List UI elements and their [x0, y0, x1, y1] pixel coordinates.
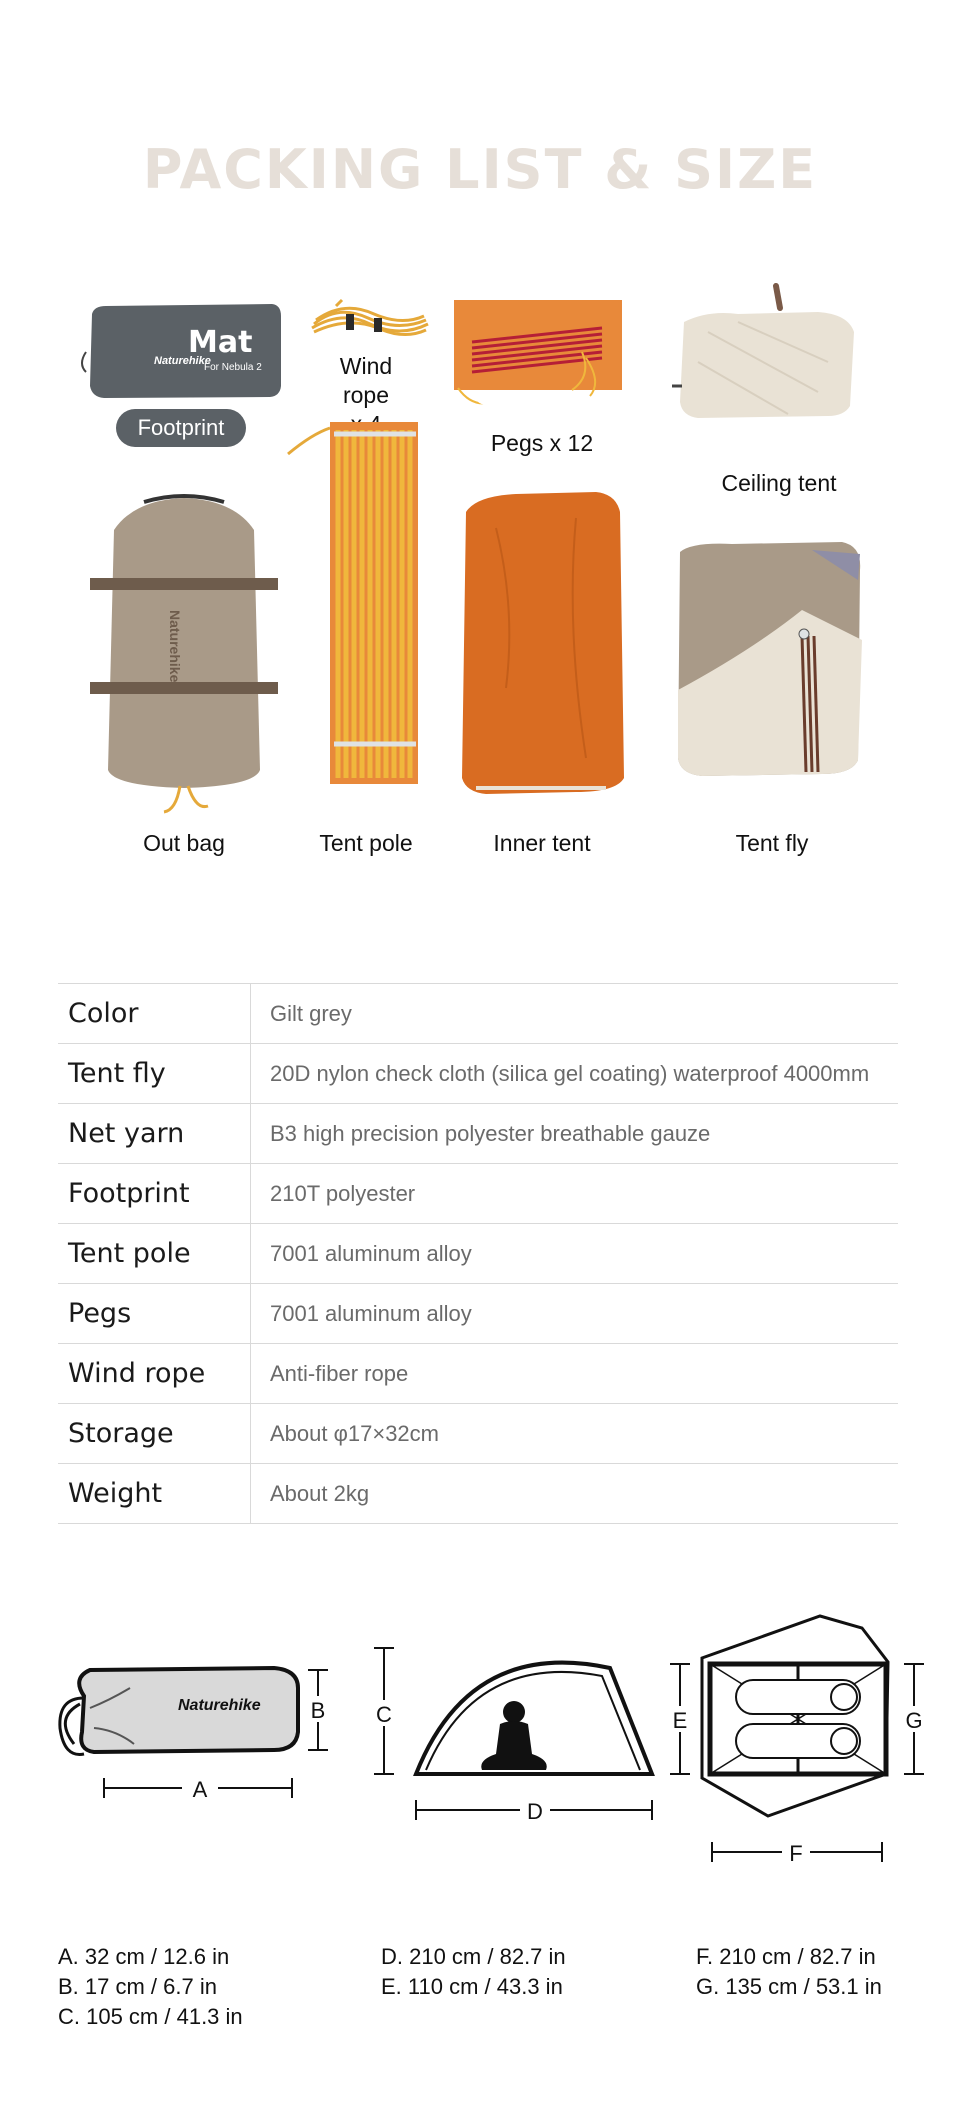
tent-side-diagram	[372, 1648, 652, 1824]
spec-key: Tent pole	[58, 1224, 251, 1284]
dimension-f: F. 210 cm / 82.7 in	[696, 1944, 876, 1969]
dimension-c: C. 105 cm / 41.3 in	[58, 2004, 243, 2029]
size-diagram	[50, 1608, 923, 1888]
footprint-brand-logo: Naturehike	[154, 355, 211, 367]
inner-tent-image	[456, 488, 628, 798]
dimensions-col-1	[58, 1942, 243, 2032]
tent-pole-image	[282, 414, 422, 794]
spec-row	[58, 1344, 898, 1404]
page-title: PACKING LIST & SIZE	[142, 138, 818, 201]
spec-value: About φ17×32cm	[251, 1404, 899, 1464]
spec-key: Net yarn	[58, 1104, 251, 1164]
spec-row	[58, 1044, 898, 1104]
storage-bag-brand-logo: Naturehike	[178, 1697, 261, 1714]
spec-row	[58, 1464, 898, 1524]
out-bag-image	[84, 490, 284, 820]
spec-row	[58, 1224, 898, 1284]
dim-letter-b: B	[310, 1698, 326, 1723]
spec-key: Weight	[58, 1464, 251, 1524]
inner-tent-label: Inner tent	[493, 830, 591, 856]
dim-letter-g: G	[905, 1708, 923, 1733]
dimension-e: E. 110 cm / 43.3 in	[381, 1974, 563, 1999]
dimension-d: D. 210 cm / 82.7 in	[381, 1944, 566, 1969]
spec-value: 7001 aluminum alloy	[251, 1224, 899, 1284]
footprint-bag-title: Mat	[188, 325, 253, 360]
spec-value: Anti-fiber rope	[251, 1344, 899, 1404]
dimension-g: G. 135 cm / 53.1 in	[696, 1974, 882, 1999]
spec-key: Storage	[58, 1404, 251, 1464]
spec-row	[58, 1284, 898, 1344]
spec-key: Footprint	[58, 1164, 251, 1224]
out-bag-label: Out bag	[143, 830, 225, 856]
dim-letter-d: D	[527, 1799, 543, 1824]
dim-letter-c: C	[376, 1702, 392, 1727]
dim-letter-f: F	[789, 1841, 803, 1866]
footprint-bag-image	[84, 302, 284, 402]
pegs-label: Pegs x 12	[490, 430, 594, 456]
spec-key: Tent fly	[58, 1044, 251, 1104]
spec-value: Gilt grey	[251, 984, 899, 1044]
spec-value: 210T polyester	[251, 1164, 899, 1224]
spec-key: Color	[58, 984, 251, 1044]
spec-row	[58, 1404, 898, 1464]
spec-key: Wind rope	[58, 1344, 251, 1404]
spec-value: 7001 aluminum alloy	[251, 1284, 899, 1344]
tent-fly-label: Tent fly	[735, 830, 809, 856]
dimensions-col-2	[381, 1942, 566, 2002]
storage-bag-diagram	[60, 1668, 330, 1802]
ceiling-tent-label: Ceiling tent	[721, 470, 837, 496]
dimension-a: A. 32 cm / 12.6 in	[58, 1944, 230, 1969]
spec-row	[58, 1104, 898, 1164]
footprint-label: Footprint	[116, 409, 246, 447]
out-bag-brand-logo: Naturehike	[167, 610, 183, 683]
spec-value: B3 high precision polyester breathable gauze	[251, 1104, 899, 1164]
ceiling-tent-image	[668, 282, 864, 422]
tent-top-diagram	[668, 1616, 926, 1866]
footprint-bag-subtitle: For Nebula 2	[204, 362, 262, 373]
dim-letter-e: E	[672, 1708, 688, 1733]
spec-row	[58, 984, 898, 1044]
pegs-image	[452, 298, 624, 410]
tent-pole-label: Tent pole	[319, 830, 413, 856]
tent-fly-image	[672, 540, 868, 780]
spec-value: About 2kg	[251, 1464, 899, 1524]
dimension-b: B. 17 cm / 6.7 in	[58, 1974, 217, 1999]
spec-value: 20D nylon check cloth (silica gel coating) waterproof 4000mm	[251, 1044, 899, 1104]
dimensions-col-3	[696, 1942, 882, 2002]
spec-table	[58, 983, 898, 1524]
spec-key: Pegs	[58, 1284, 251, 1344]
spec-row	[58, 1164, 898, 1224]
dim-letter-a: A	[192, 1777, 208, 1802]
wind-rope-label: Wind rope	[339, 353, 393, 408]
wind-rope-image	[308, 296, 432, 346]
